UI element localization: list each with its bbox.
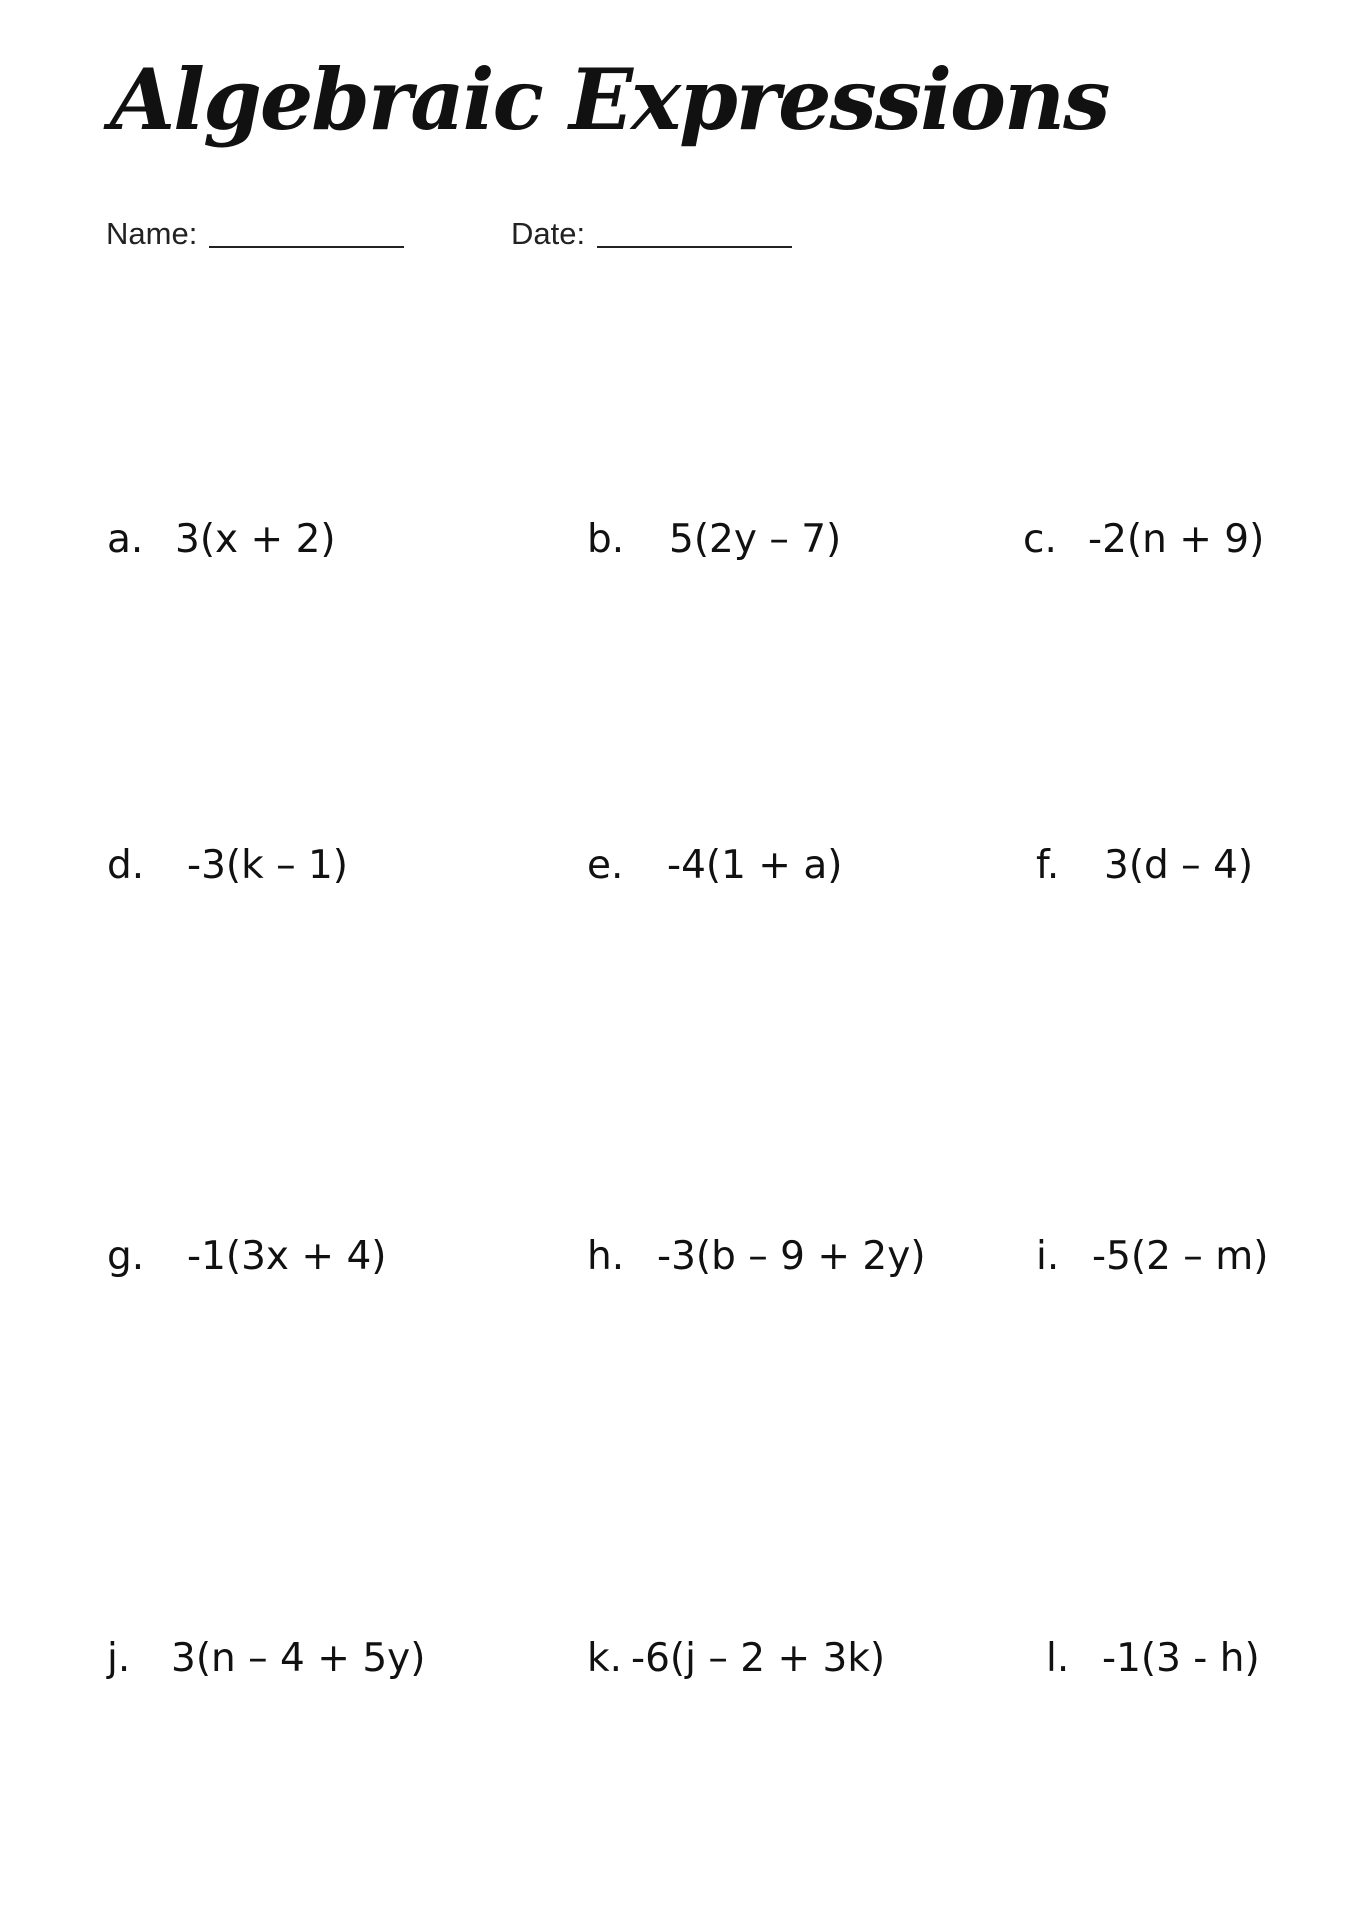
problem-expression: -5(2 – m) — [1092, 1234, 1269, 1279]
problem-expression: -6(j – 2 + 3k) — [631, 1636, 886, 1681]
worksheet-title: Algebraic Expressions — [110, 50, 1109, 149]
problem-letter: j. — [107, 1636, 131, 1681]
problem-expression: -1(3x + 4) — [187, 1234, 387, 1279]
problem-letter: a. — [107, 517, 144, 562]
problem-e — [587, 843, 843, 888]
date-field[interactable] — [511, 218, 792, 249]
problem-i — [1036, 1234, 1269, 1279]
name-blank-line[interactable] — [209, 220, 404, 248]
problem-letter: l. — [1046, 1636, 1070, 1681]
name-field[interactable] — [106, 218, 404, 249]
problem-expression: 5(2y – 7) — [669, 517, 842, 562]
problem-letter: h. — [587, 1234, 625, 1279]
date-label: Date: — [511, 216, 586, 251]
problem-a — [107, 517, 336, 562]
problem-b — [587, 517, 842, 562]
problem-letter: g. — [107, 1234, 145, 1279]
problem-expression: 3(d – 4) — [1104, 843, 1254, 888]
problem-expression: -1(3 - h) — [1102, 1636, 1260, 1681]
problem-expression: -3(b – 9 + 2y) — [657, 1234, 926, 1279]
problem-letter: e. — [587, 843, 624, 888]
problem-c — [1023, 517, 1265, 562]
name-label: Name: — [106, 216, 198, 251]
problem-j — [107, 1636, 426, 1681]
problem-d — [107, 843, 349, 888]
date-blank-line[interactable] — [597, 220, 792, 248]
problem-letter: c. — [1023, 517, 1057, 562]
problem-expression: 3(n – 4 + 5y) — [171, 1636, 426, 1681]
problem-f — [1036, 843, 1254, 888]
problem-l — [1046, 1636, 1260, 1681]
problem-expression: -3(k – 1) — [187, 843, 349, 888]
problem-h — [587, 1234, 926, 1279]
problem-letter: i. — [1036, 1234, 1060, 1279]
problem-expression: 3(x + 2) — [175, 517, 336, 562]
problem-expression: -4(1 + a) — [667, 843, 843, 888]
problem-letter: f. — [1036, 843, 1060, 888]
problem-letter: b. — [587, 517, 625, 562]
problem-letter: d. — [107, 843, 145, 888]
problem-k — [587, 1636, 886, 1681]
problem-expression: -2(n + 9) — [1088, 517, 1265, 562]
problem-letter: k. — [587, 1636, 622, 1681]
problem-g — [107, 1234, 387, 1279]
